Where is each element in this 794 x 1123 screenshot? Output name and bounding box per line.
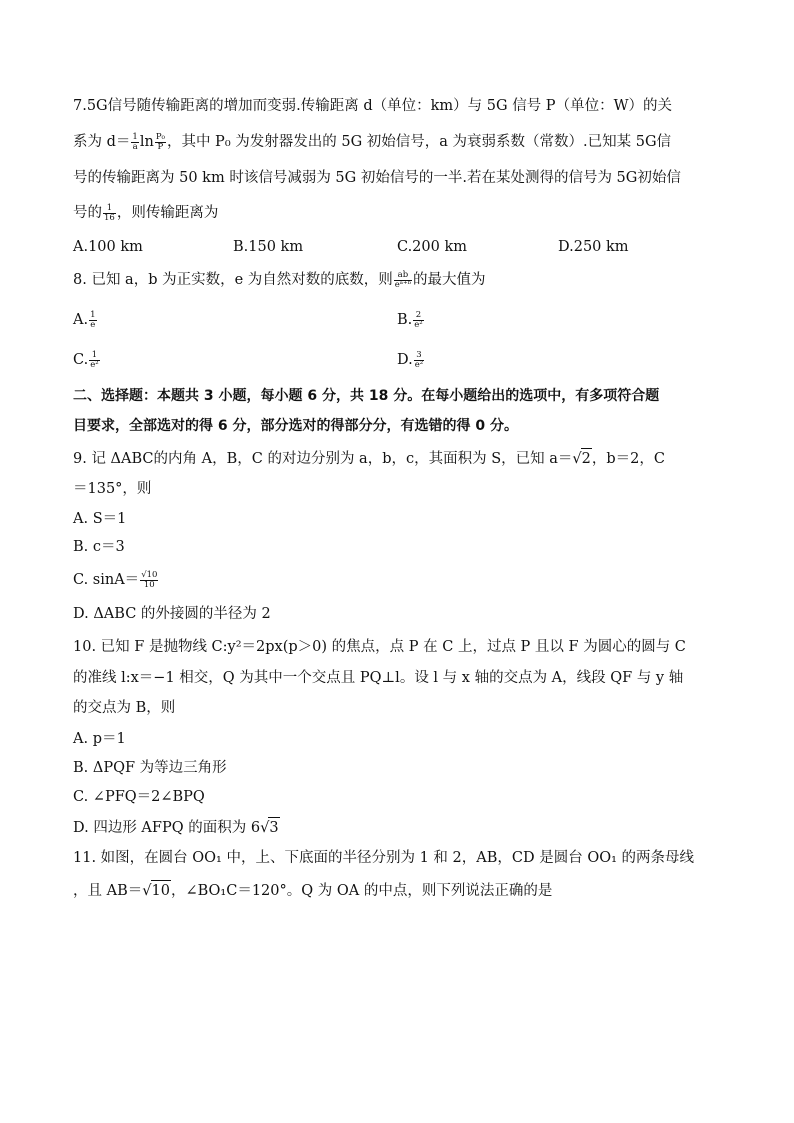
q9-sqrt-2: 2 <box>581 448 592 469</box>
q10-option-b: B. ΔPQF 为等边三角形 <box>73 760 227 776</box>
q7-line2-pre: 系为 d＝ <box>73 134 131 150</box>
q8-frac-ab-over-exp: $\frac{ab}{\text{eᵃ⁺ᵇ}}$ <box>394 269 411 290</box>
q8-option-b: B. $\frac{2}{\text{e²}}$ <box>397 309 423 330</box>
q7-option-b: B.150 km <box>233 239 304 255</box>
section2-heading-line2: 目要求，全部选对的得 6 分，部分选对的得部分分，有选错的得 0 分。 <box>73 418 518 434</box>
q9-option-b: B. c＝3 <box>73 539 125 555</box>
q11-line2: ，且 AB＝√10，∠BO₁C＝120°。Q 为 OA 的中点，则下列说法正确的是 <box>73 880 552 901</box>
section2-heading-line1: 二、选择题：本题共 3 小题，每小题 6 分，共 18 分。在每小题给出的选项中，有多项符合题 <box>73 388 660 404</box>
q7-line4: 号的 $\frac{1}{16}$ ，则传输距离为 <box>73 202 219 223</box>
q7-line2-post: ，其中 P₀ 为发射器发出的 5G 初始信号，a 为衰弱系数（常数）.已知某 5G信 <box>166 134 672 150</box>
q11-sqrt-10: 10 <box>151 880 171 901</box>
q10-option-a: A. p＝1 <box>73 731 126 747</box>
q9-option-c: C. sinA＝ $\frac{√10}{10}$ <box>73 569 158 590</box>
q7-ln: ln <box>139 134 154 150</box>
q10-line2: 的准线 l:x＝−1 相交，Q 为其中一个交点且 PQ⊥l。设 l 与 x 轴的交点为 A，线段 QF 与 y 轴 <box>73 670 684 686</box>
q9-line2: ＝135°，则 <box>73 481 152 497</box>
q10-option-d: D. 四边形 AFPQ 的面积为 6√3 <box>73 817 280 838</box>
q7-option-d: D.250 km <box>558 239 629 255</box>
q11-line1: 11. 如图，在圆台 OO₁ 中，上、下底面的半径分别为 1 和 2，AB，CD 是圆台 OO₁ 的两条母线 <box>73 850 695 866</box>
q8-stem: 8. 已知 a，b 为正实数，e 为自然对数的底数，则 $\frac{ab}{\text{eᵃ⁺ᵇ}}$ 的最大值为 <box>73 269 486 290</box>
q8-option-d: D. $\frac{3}{\text{e²}}$ <box>397 349 424 370</box>
q7-frac-1-over-a: $\frac{1}{a}$ <box>132 131 138 152</box>
q9-option-a: A. S＝1 <box>73 511 127 527</box>
q7-line1: 7.5G信号随传输距离的增加而变弱.传输距离 d（单位：km）与 5G 信号 P（单位：W）的关 <box>73 98 672 114</box>
q7-option-a: A.100 km <box>73 239 143 255</box>
q10-line1: 10. 已知 F 是抛物线 C:y²＝2px(p＞0) 的焦点，点 P 在 C 上，过点 P 且以 F 为圆心的圆与 C <box>73 639 686 655</box>
q7-line3: 号的传输距离为 50 km 时该信号减弱为 5G 初始信号的一半.若在某处测得的信号为 5G初始信 <box>73 170 681 186</box>
q7-option-c: C.200 km <box>397 239 468 255</box>
q10-line3: 的交点为 B，则 <box>73 700 176 716</box>
q7-frac-p0-over-p: $\frac{\text{P₀}}{P}$ <box>155 131 165 152</box>
q8-option-a: A. $\frac{1}{e}$ <box>73 309 96 330</box>
q8-option-c: C. $\frac{1}{\text{e²}}$ <box>73 349 99 370</box>
q9-option-d: D. ΔABC 的外接圆的半径为 2 <box>73 606 271 622</box>
q10-option-c: C. ∠PFQ＝2∠BPQ <box>73 789 205 805</box>
q9-line1: 9. 记 ΔABC的内角 A，B，C 的对边分别为 a，b，c，其面积为 S，已知 a＝√2，b＝2，C <box>73 448 665 469</box>
q7-line2 <box>73 132 671 152</box>
q10-sqrt-3: 3 <box>268 817 279 838</box>
q7-frac-1-over-16: $\frac{1}{16}$ <box>104 202 115 223</box>
